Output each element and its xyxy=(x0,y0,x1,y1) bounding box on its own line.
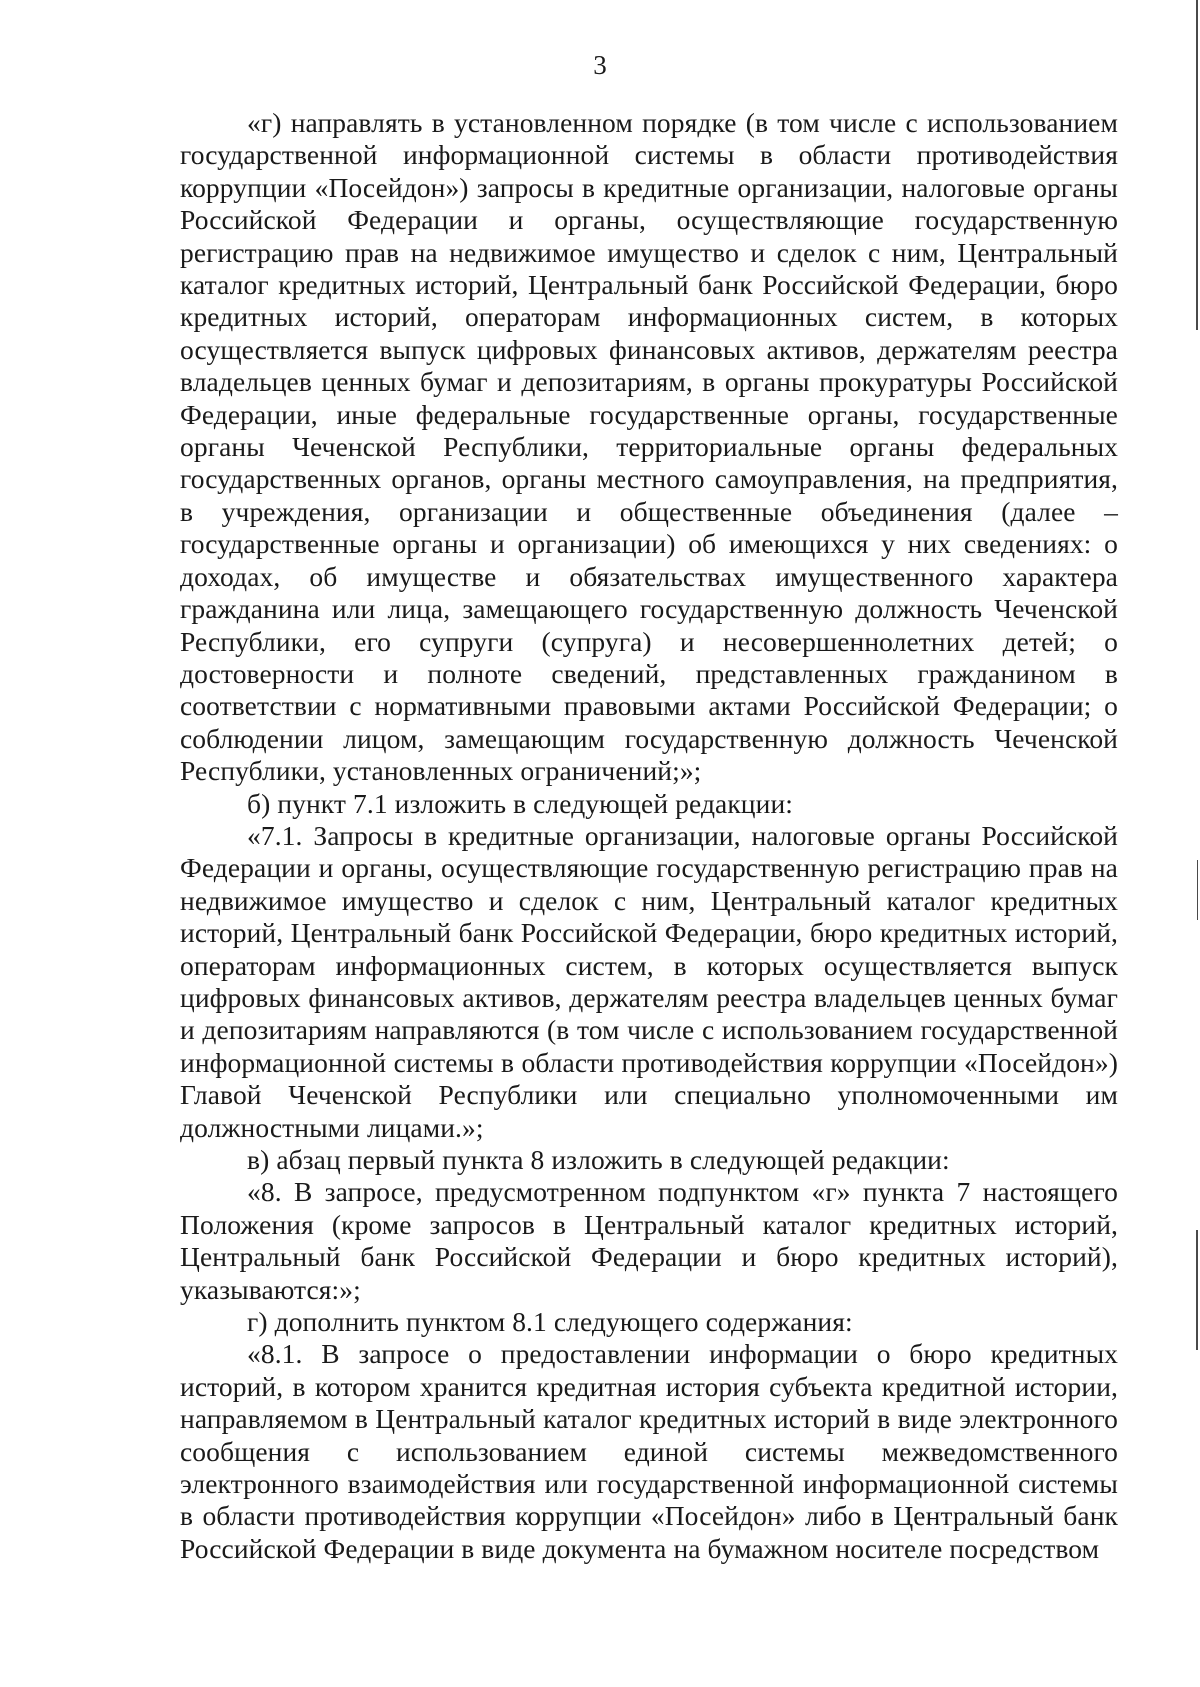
paragraph-b-intro: б) пункт 7.1 изложить в следующей редакции: xyxy=(247,787,794,819)
paragraph-7-1: «7.1. Запросы в кредитные организации, налоговые органы Российской Федерации и органы, осуществляющие государственную регистрацию прав на недвижимое имущество и сделок с ним, Центральный каталог кредитных историй, Центральный банк Российской Федерации, бюро кредитных историй, операторам информационных систем, в которых осуществляется выпуск цифровых финансовых активов, держателям реестра владельцев ценных бумаг и депозитариям направляются (в том числе с использованием государственной информационной системы в области противодействия коррупции «Посейдон») Главой Чеченской Республики или специально уполномоченными им должностными лицами.»; xyxy=(180,819,1118,1143)
document-body xyxy=(180,107,1118,1565)
page-number: 3 xyxy=(593,50,607,80)
page-edge-line-middle xyxy=(1197,860,1198,920)
paragraph-8-1: «8.1. В запросе о предоставлении информации о бюро кредитных историй, в котором хранится кредитная история субъекта кредитной истории, направляемом в Центральный каталог кредитных историй в виде электронного сообщения с использованием единой системы межведомственного электронного взаимодействия или государственной информационной системы в области противодействия коррупции «Посейдон» либо в Центральный банк Российской Федерации в виде документа на бумажном носителе посредством xyxy=(180,1338,1118,1564)
paragraph-g-request-rights: «г) направлять в установленном порядке (в том числе с использованием государственной информационной системы в области противодействия коррупции «Посейдон») запросы в кредитные организации, налоговые органы Российской Федерации и органы, осуществляющие государственную регистрацию прав на недвижимое имущество и сделок с ним, Центральный каталог кредитных историй, Центральный банк Российской Федерации, бюро кредитных историй, операторам информационных систем, в которых осуществляется выпуск цифровых финансовых активов, держателям реестра владельцев ценных бумаг и депозитариям, в органы прокуратуры Российской Федерации, иные федеральные государственные органы, государственные органы Чеченской Республики, территориальные органы федеральных государственных органов, органы местного самоуправления, на предприятия, в учреждения, организации и общественные объединения (далее – государственные органы и организации) об имеющихся у них сведениях: о доходах, об имуществе и обязательствах имущественного характера гражданина или лица, замещающего государственную должность Чеченской Республики, его супруги (супруга) и несовершеннолетних детей; о достоверности и полноте сведений, представленных гражданином в соответствии с нормативными правовыми актами Российской Федерации; о соблюдении лицом, замещающим государственную должность Чеченской Республики, установленных ограничений;»; xyxy=(180,107,1118,787)
paragraph-g-intro: г) дополнить пунктом 8.1 следующего содержания: xyxy=(247,1306,853,1338)
page-edge-line-bottom xyxy=(1196,1230,1198,1350)
paragraph-v-intro: в) абзац первый пункта 8 изложить в следующей редакции: xyxy=(247,1144,950,1175)
paragraph-8: «8. В запросе, предусмотренном подпунктом «г» пункта 7 настоящего Положения (кроме запросов в Центральный каталог кредитных историй, Центральный банк Российской Федерации и бюро кредитных историй), указываются:»; xyxy=(180,1176,1118,1305)
